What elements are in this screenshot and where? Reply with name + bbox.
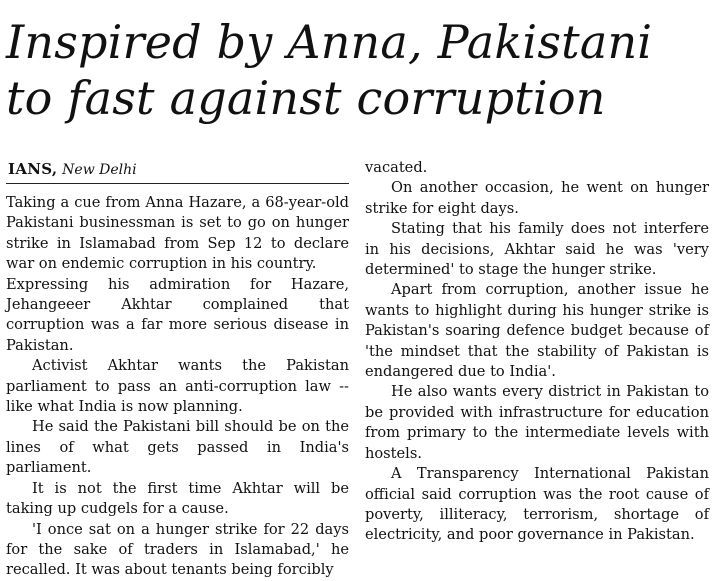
paragraph: He also wants every district in Pakistan to be provided with infrastructure for education from primary to the intermediate levels with hostels. [365, 383, 709, 462]
paragraph: vacated. [365, 159, 428, 176]
headline-line-1: Inspired by Anna, Pakistani [6, 15, 653, 69]
headline [6, 14, 712, 126]
paragraph: Apart from corruption, another issue he wants to highlight during his hunger strike is Pakistan's soaring defence budget because of 'the mindset that the stability of Pakistan is endangered due to India'. [365, 281, 709, 381]
paragraph: Activist Akhtar wants the Pakistan parliament to pass an anti-corruption law -- like what India is now planning. [6, 357, 349, 416]
paragraph: A Transparency International Pakistan official said corruption was the root cause of poverty, illiteracy, terrorism, shortage of electricity, and poor governance in Pakistan. [365, 465, 709, 544]
paragraph: Expressing his admiration for Hazare, Jehangeeer Akhtar complained that corruption was a far more serious disease in Pakistan. [6, 275, 349, 354]
paragraph: 'I once sat on a hunger strike for 22 days for the sake of traders in Islamabad,' he recalled. It was about tenants being forcibly [6, 520, 349, 579]
byline-place: New Delhi [62, 162, 137, 178]
paragraph: On another occasion, he went on hunger strike for eight days. [365, 179, 709, 217]
paragraph: He said the Pakistani bill should be on the lines of what gets passed in India's parliament. [6, 418, 349, 477]
paragraph: Taking a cue from Anna Hazare, a 68-year-old Pakistani businessman is set to go on hunger strike in Islamabad from Sep 12 to declare war on endemic corruption in his country. [6, 194, 349, 273]
byline-rule [6, 183, 349, 184]
byline-agency: IANS, [8, 160, 58, 178]
headline-line-2: to fast against corruption [6, 71, 606, 125]
article-column-1 [6, 193, 349, 581]
paragraph: It is not the first time Akhtar will be taking up cudgels for a cause. [6, 479, 349, 518]
article-column-2 [365, 158, 709, 546]
paragraph: Stating that his family does not interfere in his decisions, Akhtar said he was 'very determined' to stage the hunger strike. [365, 220, 709, 279]
byline [8, 159, 137, 180]
